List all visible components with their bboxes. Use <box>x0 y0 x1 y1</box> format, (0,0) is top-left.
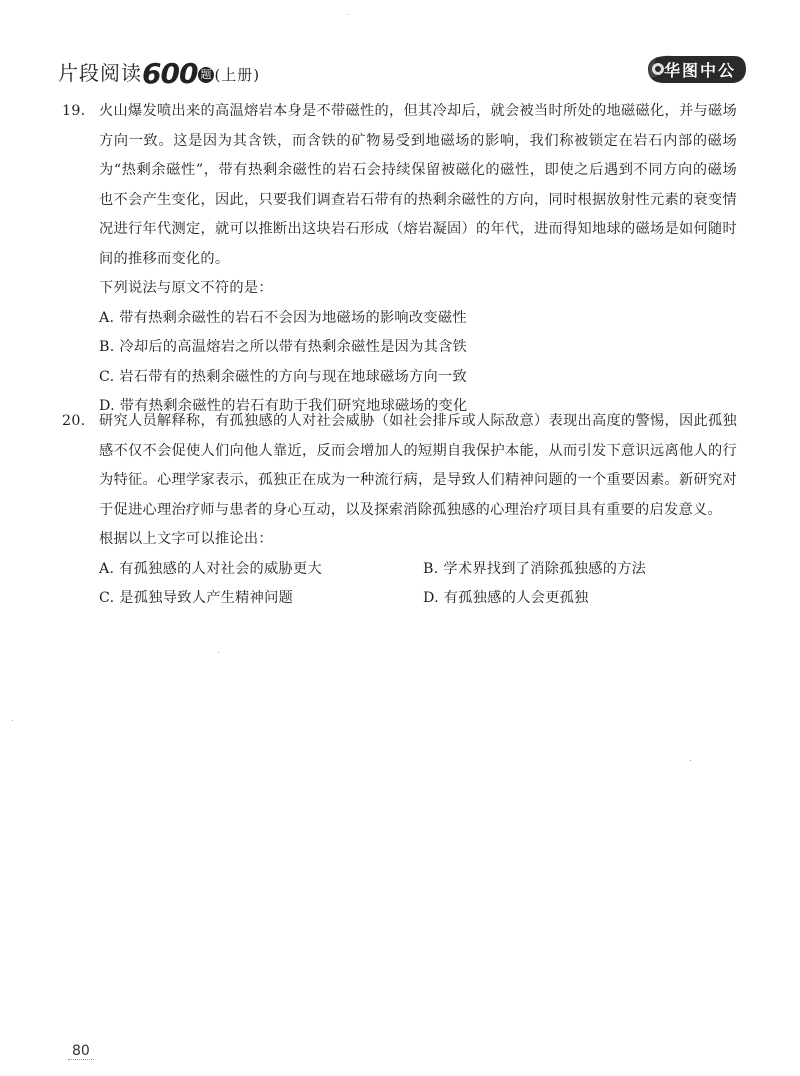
book-volume: (上册) <box>214 66 261 84</box>
book-title-superscript: 题 <box>200 68 213 81</box>
question-passage: 火山爆发喷出来的高温熔岩本身是不带磁性的，但其冷却后，就会被当时所处的地磁磁化，并与磁场方向一致。这是因为其含铁，而含铁的矿物易受到地磁场的影响，我们称被锁定在岩石内部的磁场为“热剩余磁性”，带有热剩余磁性的岩石会持续保留被磁化的磁性，即使之后遇到不同方向的磁场也不会产生变化，因此，只要我们调查岩石带有的热剩余磁性的方向，同时根据放射性元素的衰变情况进行年代测定，就可以推断出这块岩石形成（熔岩凝固）的年代，进而得知地球的磁场是如何随时间的推移而变化的。 <box>99 103 737 267</box>
option-grid <box>99 555 737 614</box>
logo-text: 华图中公 <box>664 61 737 80</box>
option-c: C. 岩石带有的热剩余磁性的方向与现在地球磁场方向一致 <box>99 368 467 385</box>
question-number: 20. <box>62 413 86 429</box>
option-d: D. 带有热剩余磁性的岩石有助于我们研究地球磁场的变化 <box>99 398 468 414</box>
question-number: 19. <box>62 103 86 119</box>
question-passage: 研究人员解释称，有孤独感的人对社会威胁（如社会排斥或人际敌意）表现出高度的警惕，因此孤独感不仅不会促使人们向他人靠近，反而会增加人的短期自我保护本能，从而引发下意识远离他人的行为特征。心理学家表示，孤独正在成为一种流行病，是导致人们精神问题的一个重要因素。新研究对于促进心理治疗师与患者的身心互动，以及探索消除孤独感的心理治疗项目具有重要的启发意义。 <box>99 413 737 518</box>
page-header <box>58 52 748 88</box>
option-a: A. 带有热剩余磁性的岩石不会因为地磁场的影响改变磁性 <box>99 309 467 326</box>
scan-speck <box>12 720 13 721</box>
option-a: A. 有孤独感的人对社会的威胁更大 <box>99 560 322 577</box>
option-d: D. 有孤独感的人会更孤独 <box>423 590 589 606</box>
scan-speck <box>690 760 691 761</box>
publisher-logo <box>642 52 748 86</box>
book-title-prefix: 片段阅读 <box>58 61 142 85</box>
book-title-number: 600 <box>142 57 198 90</box>
scan-speck <box>218 652 219 653</box>
question-19 <box>62 97 737 422</box>
page-number: 80 <box>68 1043 94 1060</box>
scan-speck <box>348 14 349 15</box>
book-title <box>58 57 260 90</box>
option-b: B. 学术界找到了消除孤独感的方法 <box>423 560 647 577</box>
question-20 <box>62 407 737 614</box>
option-b: B. 冷却后的高温熔岩之所以带有热剩余磁性是因为其含铁 <box>99 339 468 355</box>
option-c: C. 是孤独导致人产生精神问题 <box>99 590 294 606</box>
question-prompt: 根据以上文字可以推论出： <box>99 531 273 547</box>
question-prompt: 下列说法与原文不符的是： <box>99 280 273 296</box>
